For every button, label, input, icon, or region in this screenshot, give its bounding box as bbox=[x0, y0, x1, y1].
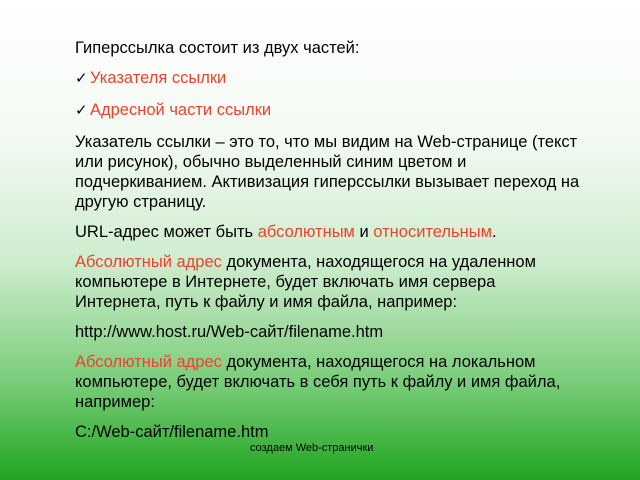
check-icon: ✓ bbox=[75, 69, 88, 87]
bullet-label: Указателя ссылки bbox=[90, 69, 227, 87]
bullet-list bbox=[75, 68, 585, 120]
local-text: документа, находящегося на локальном компьютере, будет включать в себя путь к файлу и имя файла, например: bbox=[75, 353, 561, 411]
remote-text: документа, находящегося на удаленном компьютере в Интернете, будет включать имя сервера Интернета, путь к файлу и имя файла, например: bbox=[75, 253, 536, 311]
slide-content bbox=[75, 38, 585, 442]
bullet-item bbox=[75, 68, 585, 88]
remote-paragraph bbox=[75, 252, 585, 312]
url-middle: и bbox=[354, 223, 374, 241]
url-suffix: . bbox=[491, 223, 497, 241]
url-paragraph bbox=[75, 222, 585, 242]
bullet-label: Адресной части ссылки bbox=[90, 101, 272, 119]
remote-example: http://www.host.ru/Web-сайт/filename.htm bbox=[75, 323, 384, 341]
absolute-term: абсолютным bbox=[257, 223, 355, 241]
pointer-paragraph: Указатель ссылки – это то, что мы видим на Web-странице (текст или рисунок), обычно выделенный синим цветом и подчеркиванием. Активизация гиперссылки вызывает переход на другую страницу. bbox=[75, 133, 580, 211]
intro-text: Гиперссылка состоит из двух частей: bbox=[75, 39, 360, 57]
local-term: Абсолютный адрес bbox=[75, 353, 222, 371]
local-example: C:/Web-сайт/filename.htm bbox=[75, 423, 269, 441]
relative-term: относительным bbox=[373, 223, 492, 241]
local-paragraph bbox=[75, 352, 585, 412]
remote-term: Абсолютный адрес bbox=[75, 253, 222, 271]
footer-caption: создаем Web-странички bbox=[250, 442, 374, 454]
url-prefix: URL-адрес может быть bbox=[75, 223, 258, 241]
check-icon: ✓ bbox=[75, 101, 88, 119]
bullet-item bbox=[75, 100, 585, 120]
